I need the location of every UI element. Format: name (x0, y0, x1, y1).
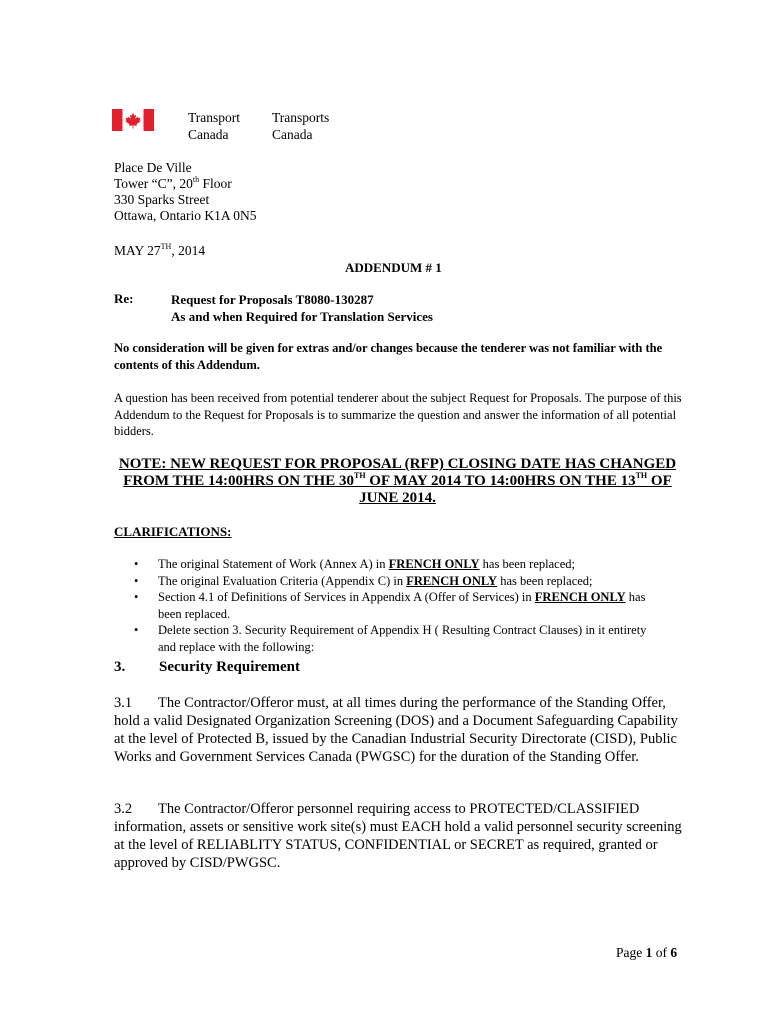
section-title: Security Requirement (159, 659, 300, 675)
bullet-icon: • (134, 573, 139, 588)
paragraph-number: 3.2 (114, 801, 133, 817)
dept-name-french (272, 110, 329, 143)
dept-name-english (188, 110, 240, 143)
letter-date: MAY 27TH, 2014 (114, 241, 206, 258)
dept-en-line: Canada (188, 126, 229, 142)
subject-line: Request for Proposals T8080-130287 (171, 292, 374, 307)
bullet-icon: • (134, 557, 139, 571)
addendum-title: ADDENDUM # 1 (345, 260, 442, 275)
clarifications-heading: CLARIFICATIONS: (114, 524, 232, 539)
page-number: Page 1 of 6 (616, 945, 678, 960)
canada-flag-icon (112, 109, 154, 131)
list-item: • The original Evaluation Criteria (Appendix C) in FRENCH ONLY has been replaced; (134, 573, 593, 588)
address-block (114, 160, 256, 224)
re-label: Re: (114, 291, 134, 306)
subject-lines (171, 291, 433, 325)
dept-en-line: Transport (188, 110, 241, 125)
clarifications-list (114, 556, 654, 655)
address-line: Tower “C”, 20th Floor (114, 174, 232, 191)
dept-fr-line: Transports (272, 110, 330, 125)
subject-line: As and when Required for Translation Services (171, 309, 433, 324)
paragraph-3-1: 3.1 The Contractor/Offeror must, at all times during the performance of the Standing Offer, hold a valid Designated Organization Screening (DOS) and a Document Safeguarding Capability at the level of Protected B, issued by the Canadian Industrial Security Directorate (CISD), Public Works and Government Services Canada (PWGSC) for the duration of the Standing Offer. (114, 695, 678, 765)
paragraph-number: 3.1 (114, 695, 133, 711)
dept-fr-line: Canada (272, 126, 313, 142)
address-line: 330 Sparks Street (114, 192, 210, 207)
paragraph-3-2: 3.2 The Contractor/Offeror personnel requiring access to PROTECTED/CLASSIFIED information, assets or sensitive work site(s) must EACH hold a valid personnel security screening at the level of RELIABLITY STATUS, CONFIDENTIAL or SECRET as required, granted or approved by CISD/PWGSC. (114, 801, 682, 871)
list-item: • Section 4.1 of Definitions of Services in Appendix A (Offer of Services) in FRENCH ONLY has been replaced. (134, 590, 646, 621)
list-item: • The original Statement of Work (Annex A) in FRENCH ONLY has been replaced; (134, 557, 575, 571)
list-item: • Delete section 3. Security Requirement of Appendix H ( Resulting Contract Clauses) in it entirety and replace with the following: (134, 623, 647, 654)
bullet-icon: • (134, 623, 139, 637)
address-line: Ottawa, Ontario K1A 0N5 (114, 208, 257, 223)
section-number: 3. (114, 659, 126, 675)
no-consideration-notice: No consideration will be given for extras and/or changes because the tenderer was not familiar with the contents of this Addendum. (114, 341, 663, 372)
bullet-icon: • (134, 590, 139, 604)
address-line: Place De Ville (114, 160, 192, 175)
intro-paragraph: A question has been received from potential tenderer about the subject Request for Proposals. The purpose of this Addendum to the Request for Proposals is to summarize the question and answer the information of all potential bidders. (114, 391, 682, 438)
closing-date-note: NOTE: NEW REQUEST FOR PROPOSAL (RFP) CLOSING DATE HAS CHANGED FROM THE 14:00HRS ON THE 30TH OF MAY 2014 TO 14:00HRS ON THE 13TH OF JUNE 2014. (118, 456, 677, 506)
